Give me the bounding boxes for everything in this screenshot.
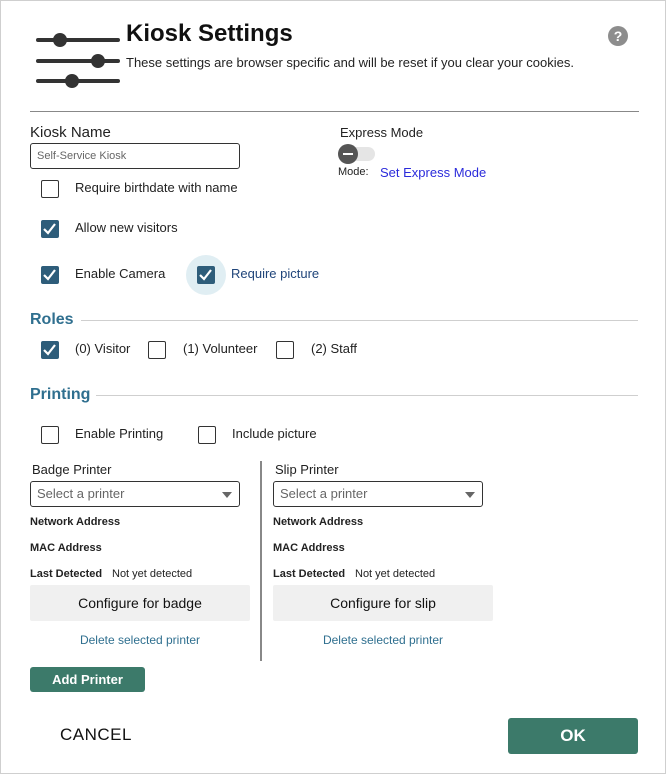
require-picture-checkbox[interactable] [197, 266, 215, 284]
require-birthdate-checkbox[interactable] [41, 180, 59, 198]
printer-column-divider [260, 461, 262, 661]
slip-last-detected-value: Not yet detected [355, 568, 436, 580]
add-printer-button[interactable]: Add Printer [30, 667, 145, 692]
badge-last-detected-label: Last Detected [30, 568, 103, 580]
badge-mac-address-label: MAC Address [30, 542, 102, 554]
slip-mac-address-label: MAC Address [273, 542, 345, 554]
role-checkbox-volunteer[interactable] [148, 341, 166, 359]
badge-printer-select-value: Select a printer [37, 486, 125, 501]
include-picture-checkbox[interactable] [198, 426, 216, 444]
role-label-staff: (2) Staff [311, 341, 358, 356]
roles-divider [81, 320, 638, 321]
dialog-subtitle: These settings are browser specific and will be reset if you clear your cookies. [126, 55, 574, 70]
slip-printer-title: Slip Printer [275, 462, 339, 477]
badge-network-address-label: Network Address [30, 516, 121, 528]
badge-last-detected-value: Not yet detected [112, 568, 193, 580]
sliders-icon [36, 29, 121, 91]
slip-network-address-label: Network Address [273, 516, 364, 528]
express-mode-label: Express Mode [340, 125, 424, 140]
help-icon[interactable]: ? [608, 26, 628, 46]
slip-last-detected-label: Last Detected [273, 568, 346, 580]
configure-badge-button[interactable]: Configure for badge [30, 585, 250, 621]
chevron-down-icon [465, 492, 475, 498]
allow-new-visitors-label: Allow new visitors [75, 220, 178, 235]
role-label-volunteer: (1) Volunteer [183, 341, 258, 356]
delete-badge-printer-link[interactable]: Delete selected printer [79, 633, 201, 647]
role-checkbox-staff[interactable] [276, 341, 294, 359]
badge-printer-select[interactable] [30, 481, 240, 507]
enable-printing-label: Enable Printing [75, 426, 164, 441]
require-picture-label: Require picture [231, 266, 320, 281]
require-birthdate-label: Require birthdate with name [75, 180, 238, 195]
express-mode-mode-label: Mode: [338, 166, 369, 178]
checkmark-icon [42, 221, 57, 236]
include-picture-label: Include picture [232, 426, 317, 441]
printing-section-title: Printing [30, 386, 91, 403]
express-mode-toggle-knob[interactable] [338, 144, 358, 164]
role-checkbox-visitor[interactable] [41, 341, 59, 359]
role-label-visitor: (0) Visitor [75, 341, 131, 356]
checkmark-icon [42, 267, 57, 282]
roles-section-title: Roles [30, 311, 74, 328]
header-divider [30, 111, 639, 112]
checkmark-icon [42, 342, 57, 357]
dialog-title: Kiosk Settings [126, 20, 293, 47]
kiosk-name-input[interactable] [30, 143, 240, 169]
delete-slip-printer-link[interactable]: Delete selected printer [322, 633, 444, 647]
slip-printer-select-value: Select a printer [280, 486, 368, 501]
cancel-button[interactable]: CANCEL [60, 725, 132, 744]
configure-slip-button[interactable]: Configure for slip [273, 585, 493, 621]
badge-printer-title: Badge Printer [32, 462, 112, 477]
printing-divider [96, 395, 638, 396]
kiosk-name-label: Kiosk Name [30, 124, 111, 141]
enable-camera-label: Enable Camera [75, 266, 166, 281]
set-express-mode-link[interactable]: Set Express Mode [380, 165, 487, 180]
slip-printer-select[interactable] [273, 481, 483, 507]
chevron-down-icon [222, 492, 232, 498]
allow-new-visitors-checkbox[interactable] [41, 220, 59, 238]
ok-button[interactable]: OK [508, 718, 638, 754]
enable-camera-checkbox[interactable] [41, 266, 59, 284]
enable-printing-checkbox[interactable] [41, 426, 59, 444]
checkmark-icon [198, 267, 213, 282]
